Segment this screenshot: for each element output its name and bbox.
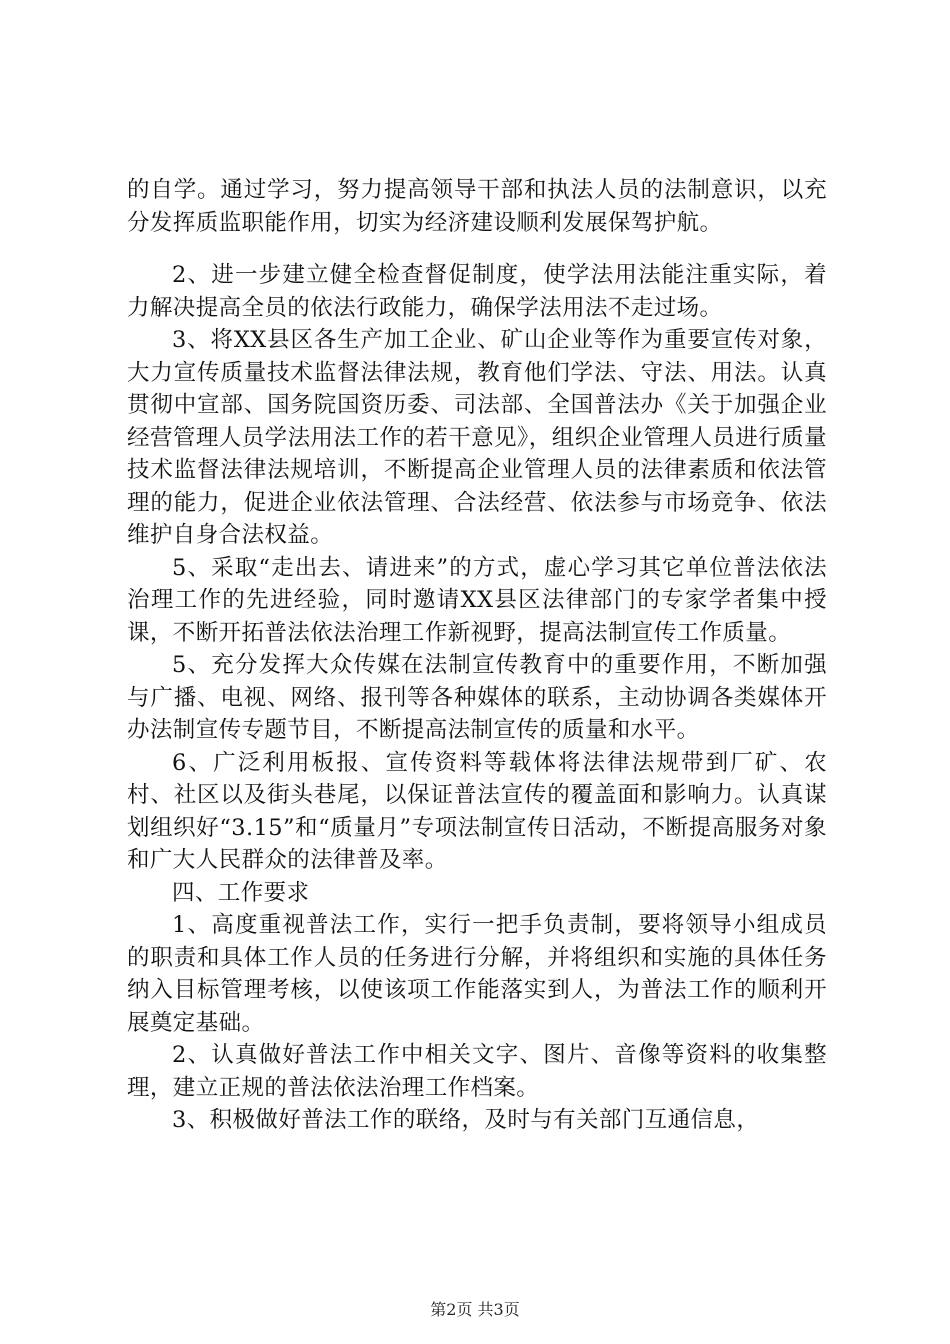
paragraph-item-6-coverage: 6、广泛利用板报、宣传资料等载体将法律法规带到厂矿、农村、社区以及街头巷尾，以保证普法宣传的覆盖面和影响力。认真谋划组织好“3.15”和“质量月”专项法制宣传日活动，不断提高服务对象和广大人民群众的法律普及率。 <box>127 749 827 873</box>
paragraph-item-2-supervision: 2、进一步建立健全检查督促制度，使学法用法能注重实际，着力解决提高全员的依法行政能力，确保学法用法不走过场。 <box>127 262 827 321</box>
paragraph-requirement-3: 3、积极做好普法工作的联络，及时与有关部门互通信息， <box>172 1107 760 1133</box>
paragraph-item-5-media: 5、充分发挥大众传媒在法制宣传教育中的重要作用，不断加强与广播、电视、网络、报刊等各种媒体的联系，主动协调各类媒体开办法制宣传专题节目，不断提高法制宣传的质量和水平。 <box>127 652 827 743</box>
paragraph-item-3-enterprises: 3、将XX县区各生产加工企业、矿山企业等作为重要宣传对象，大力宣传质量技术监督法律法规，教育他们学法、守法、用法。认真贯彻中宣部、国务院国资历委、司法部、全国普法办《关于加强企业经营管理人员学法用法工作的若干意见》，组织企业管理人员进行质量技术监督法律法规培训，不断提高企业管理人员的法律素质和依法管理的能力，促进企业依法管理、合法经营、依法参与市场竞争、依法维护自身合法权益。 <box>127 327 827 548</box>
document-body <box>127 174 827 1137</box>
paragraph-requirement-1: 1、高度重视普法工作，实行一把手负责制，要将领导小组成员的职责和具体工作人员的任务进行分解，并将组织和实施的具体任务纳入目标管理考核，以使该项工作能落实到人，为普法工作的顺利开展奠定基础。 <box>127 912 827 1036</box>
paragraph-item-5-learning: 5、采取“走出去、请进来”的方式，虚心学习其它单位普法依法治理工作的先进经验，同时邀请XX县区法律部门的专家学者集中授课，不断开拓普法依法治理工作新视野，提高法制宣传工作质量。 <box>127 554 827 646</box>
section-heading-requirements: 四、工作要求 <box>172 879 310 906</box>
paragraph-continued-study: 的自学。通过学习，努力提高领导干部和执法人员的法制意识，以充分发挥质监职能作用，切实为经济建设顺利发展保驾护航。 <box>127 177 827 236</box>
page-number-footer: 第2页 共3页 <box>430 1300 520 1319</box>
paragraph-requirement-2: 2、认真做好普法工作中相关文字、图片、音像等资料的收集整理，建立正规的普法依法治理工作档案。 <box>127 1042 827 1101</box>
